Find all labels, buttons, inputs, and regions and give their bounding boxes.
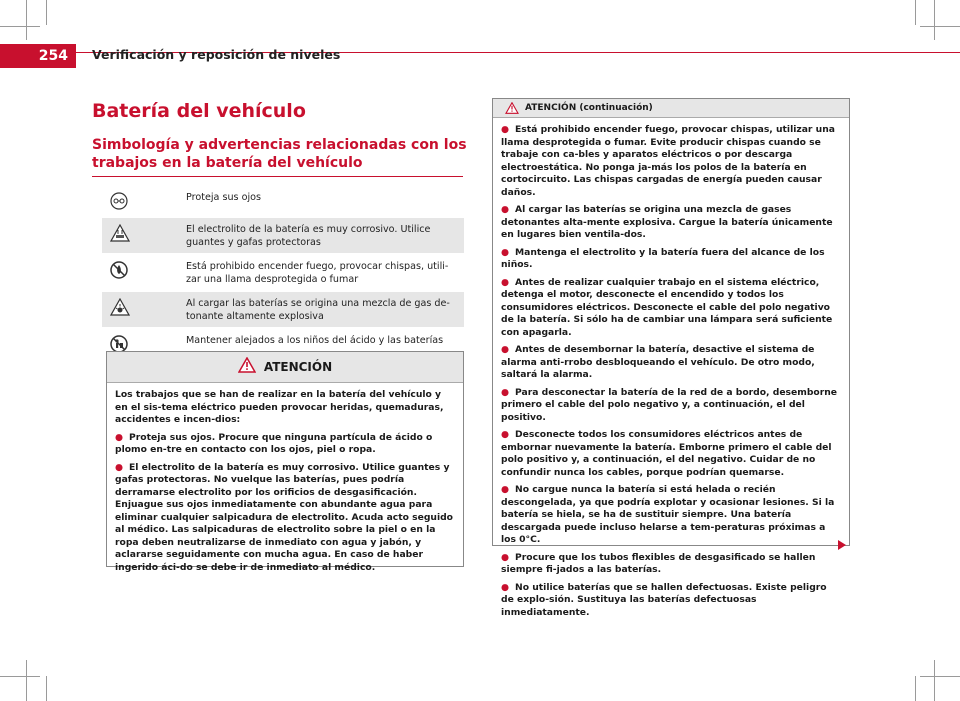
warning-item: ● Mantenga el electrolito y la batería fuera del alcance de los niños. xyxy=(501,246,825,270)
warning-item: ● Antes de realizar cualquier trabajo en el sistema eléctrico, detenga el motor, desconecte el encendido y todos los consumidores eléctricos. Desconecte el cable del polo negativo de la batería. Si sólo ha de cambiar una lámpara será suficiente con apagarla. xyxy=(501,276,833,338)
explosive-icon xyxy=(102,292,182,320)
symbol-row xyxy=(102,218,464,253)
header-title: Verificación y reposición de niveles xyxy=(92,47,341,62)
warning-triangle-icon xyxy=(505,99,519,118)
warning-item: ● Para desconectar la batería de la red de a bordo, desemborne primero el cable del polo negativo y, a continuación, el del positivo. xyxy=(501,386,838,423)
warning-body xyxy=(107,383,463,583)
warning-continued-body xyxy=(493,118,849,628)
warning-box-header xyxy=(107,352,463,383)
warning-box xyxy=(106,351,464,573)
crop-mark xyxy=(934,0,935,40)
warning-triangle-icon xyxy=(238,357,256,377)
symbol-text: Está prohibido encender fuego, provocar chispas, utili-zar una llama desprotegida o fumar xyxy=(186,261,449,285)
symbol-text: Proteja sus ojos xyxy=(186,192,262,203)
crop-mark xyxy=(46,676,47,701)
subsection-rule xyxy=(92,176,463,177)
warning-item: ● El electrolito de la batería es muy corrosivo. Utilice guantes y gafas protectoras. No vuelque las baterías, pues podría derramarse electrolito por los orificios de desgasificación. Enjuague sus ojos inmediatamente con abundante agua para eliminar cualquier salpicadura de electrolito. Acuda acto seguido al médico. Las salpicaduras de electrolito sobre la piel o en la ropa deben neutralizarse de inmediato con agua y jabón, y aclararse seguidamente con mucha agua. En caso de haber ingerido áci-do se debe ir de inmediato al médico. xyxy=(115,461,453,573)
warning-item: ● Proteja sus ojos. Procure que ninguna partícula de ácido o plomo en-tre en contacto con los ojos, piel o ropa. xyxy=(115,431,433,455)
continue-arrow-icon xyxy=(838,535,846,554)
warning-item: ● Desconecte todos los consumidores eléctricos antes de embornar nuevamente la batería. Emborne primero el cable del polo positivo y, a continuación, el del negativo. Cuidar de no confundir nunca los cables, porque podrían quemarse. xyxy=(501,429,832,478)
symbol-text: Al cargar las baterías se origina una mezcla de gas de-tonante altamente explosiva xyxy=(186,298,450,322)
crop-mark xyxy=(26,0,27,40)
corrosive-icon xyxy=(102,218,182,246)
crop-mark xyxy=(934,660,935,701)
subsection-title: Simbología y advertencias relacionadas con los trabajos en la batería del vehículo xyxy=(92,137,467,171)
symbol-text: El electrolito de la batería es muy corrosivo. Utilice guantes y gafas protectoras xyxy=(186,224,431,248)
warning-item: ● Procure que los tubos flexibles de desgasificado se hallen siempre fi-jados a las baterías. xyxy=(501,551,816,575)
no-fire-icon xyxy=(102,255,182,283)
symbol-row xyxy=(102,292,464,327)
crop-mark xyxy=(920,676,960,677)
crop-mark xyxy=(26,660,27,701)
symbol-text: Mantener alejados a los niños del ácido y las baterías xyxy=(186,335,444,346)
warning-continued-box xyxy=(492,98,850,618)
crop-mark xyxy=(0,676,40,677)
warning-item: ● No utilice baterías que se hallen defectuosas. Existe peligro de explo-sión. Sustituya las baterías defectuosas inmediatamente. xyxy=(501,581,827,618)
warning-continued-header xyxy=(493,99,849,118)
crop-mark xyxy=(920,26,960,27)
crop-mark xyxy=(915,676,916,701)
section-title: Batería del vehículo xyxy=(92,100,306,122)
symbol-table xyxy=(102,186,464,361)
symbol-row xyxy=(102,255,464,290)
eye-protection-icon xyxy=(102,186,182,214)
warning-item: ● Está prohibido encender fuego, provocar chispas, utilizar una llama desprotegida o fumar. Evite producir chispas cuando se trabaje con ca-bles y aparatos eléctricos o por descarga electroestática. No ponga ja-más los polos de la batería en cortocircuito. Las chispas cargadas de energía pueden causar daños. xyxy=(501,124,835,198)
warning-item: ● Al cargar las baterías se origina una mezcla de gases detonantes alta-mente explosiva. Cargue la batería únicamente en lugares bien ventila-dos. xyxy=(501,204,833,240)
symbol-row xyxy=(102,186,464,216)
crop-mark xyxy=(0,26,40,27)
warning-title: ATENCIÓN xyxy=(263,360,333,374)
warning-item: ● Antes de desembornar la batería, desactive el sistema de alarma anti-rrobo desbloqueando el vehículo. De otro modo, saltará la alarma. xyxy=(501,344,815,380)
warning-continued-title: ATENCIÓN (continuación) xyxy=(525,103,653,113)
page-number: 254 xyxy=(0,44,76,68)
warning-item: ● No cargue nunca la batería si está helada o recién descongelada, ya que podría explotar y ocasionar lesiones. Si la batería se hiela, se ha de sustituir siempre. Una batería descargada puede incluso helarse a tem-peraturas próximas a los 0°C. xyxy=(501,484,835,545)
crop-mark xyxy=(915,0,916,25)
warning-intro: Los trabajos que se han de realizar en la batería del vehículo y en el sis-tema eléctrico pueden provocar heridas, quemaduras, accidentes e incen-dios: xyxy=(115,389,444,425)
crop-mark xyxy=(46,0,47,25)
